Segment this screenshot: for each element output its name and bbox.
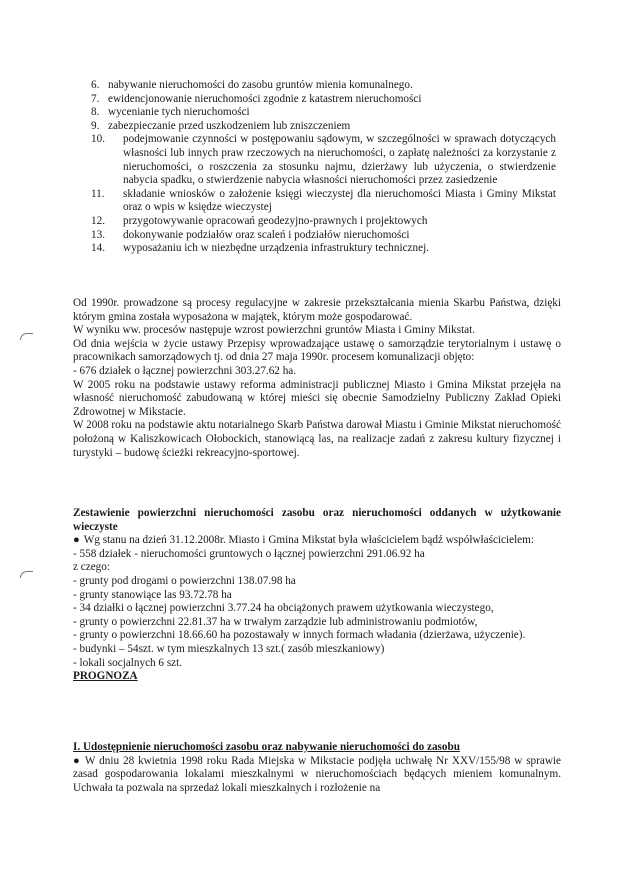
binding-mark	[20, 333, 33, 340]
history-paragraph: Od dnia wejścia w życie ustawy Przepisy wprowadzające ustawę o samorządzie terytorialnym i ustawę o pracownikach samorządowych tj. od dnia 27 maja 1990r. procesem komunalizacji objęto:	[73, 337, 561, 364]
list-item: 11. składanie wniosków o założenie księgi wieczystej dla nieruchomości Miasta i Gminy Mikstat oraz o wpis w księdze wieczystej	[91, 187, 556, 214]
history-section	[73, 297, 561, 460]
list-item: 12. przygotowywanie opracowań geodezyjno-prawnych i projektowych	[91, 214, 428, 227]
history-paragraph: - 676 działek o łącznej powierzchni 303.27.62 ha.	[73, 364, 297, 377]
summary-line: - budynki – 54szt. w tym mieszkalnych 13 szt.( zasób mieszkaniowy)	[73, 642, 385, 655]
summary-section	[73, 507, 561, 684]
history-paragraph: W wyniku ww. procesów następuje wzrost powierzchni gruntów Miasta i Gminy Mikstat.	[73, 324, 476, 337]
binding-mark	[20, 571, 33, 578]
bullet-icon: ●	[73, 534, 80, 547]
section-title: I. Udostępnienie nieruchomości zasobu oraz nabywanie nieruchomości do zasobu	[73, 741, 460, 753]
bullet-icon: ●	[73, 754, 81, 767]
summary-line: - grunty pod drogami o powierzchni 138.07.98 ha	[73, 574, 296, 587]
summary-line: - lokali socjalnych 6 szt.	[73, 656, 183, 669]
history-paragraph: W 2008 roku na podstawie aktu notarialnego Skarb Państwa darował Miastu i Gminie Mikstat nieruchomość położoną w Kaliszkowicach Ołobockich, stanowiącą las, na realizacje zadań z zakresu kultury fizycznej i turystyki – budowę ścieżki rekreacyjno-sportowej.	[73, 419, 561, 459]
prognoza-heading: PROGNOZA	[73, 670, 138, 683]
task-list	[91, 79, 556, 256]
summary-line: - grunty o powierzchni 22.81.37 ha w trwałym zarządzie lub administrowaniu podmiotów,	[73, 615, 478, 628]
prognoza-paragraph: ● W dniu 28 kwietnia 1998 roku Rada Miejska w Mikstacie podjęła uchwałę Nr XXV/155/98 w sprawie zasad gospodarowania lokalami mieszkalnymi w nieruchomościach będących mieniem komunalnym. Uchwała ta pozwala na sprzedaż lokali mieszkalnych i rozłożenie na	[73, 754, 561, 794]
list-item: 9. zabezpieczanie przed uszkodzeniem lub zniszczeniem	[91, 119, 351, 132]
summary-line: - grunty stanowiące las 93.72.78 ha	[73, 588, 232, 601]
summary-line: z czego:	[73, 561, 110, 574]
summary-line: - 558 działek - nieruchomości gruntowych o łącznej powierzchni 291.06.92 ha	[73, 547, 425, 560]
list-item: 10. podejmowanie czynności w postępowaniu sądowym, w szczególności w sprawach dotyczących własności lub innych praw rzeczowych na nieruchomości, o zapłatę należności za korzystanie z nieruchomości, o roszczenia za stosunku najmu, dzierżawy lub użyczenia, o stwierdzenie nabycia spadku, o stwierdzenie nabycia własności nieruchomości przez zasiedzenie	[91, 133, 556, 187]
summary-line: - 34 działki o łącznej powierzchni 3.77.24 ha obciążonych prawem użytkowania wieczystego,	[73, 602, 494, 615]
summary-line: - grunty o powierzchni 18.66.60 ha pozostawały w innych formach władania (dzierżawa, użyczenie).	[73, 629, 526, 642]
list-item: 8. wycenianie tych nieruchomości	[91, 106, 250, 119]
history-paragraph: Od 1990r. prowadzone są procesy regulacyjne w zakresie przekształcania mienia Skarbu Państwa, dzięki którym gmina została wyposażona w majątek, którym może gospodarować.	[73, 297, 561, 323]
summary-intro: ● Wg stanu na dzień 31.12.2008r. Miasto i Gmina Mikstat była właścicielem bądź współwłaścicielem:	[73, 534, 534, 547]
list-item: 6. nabywanie nieruchomości do zasobu gruntów mienia komunalnego.	[91, 79, 413, 91]
prognoza-section	[73, 741, 561, 795]
list-item: 13. dokonywanie podziałów oraz scaleń i podziałów nieruchomości	[91, 228, 410, 241]
list-item: 7. ewidencjonowanie nieruchomości zgodnie z katastrem nieruchomości	[91, 92, 422, 105]
summary-heading: Zestawienie powierzchni nieruchomości zasobu oraz nieruchomości oddanych w użytkowanie wieczyste	[73, 507, 561, 533]
list-item: 14. wyposażaniu ich w niezbędne urządzenia infrastruktury technicznej.	[91, 242, 429, 255]
history-paragraph: W 2005 roku na podstawie ustawy reforma administracji publicznej Miasto i Gmina Mikstat przejęła na własność nieruchomość zabudowaną w której mieści się obecnie Samodzielny Publiczny Zakład Opieki Zdrowotnej w Mikstacie.	[73, 378, 561, 418]
